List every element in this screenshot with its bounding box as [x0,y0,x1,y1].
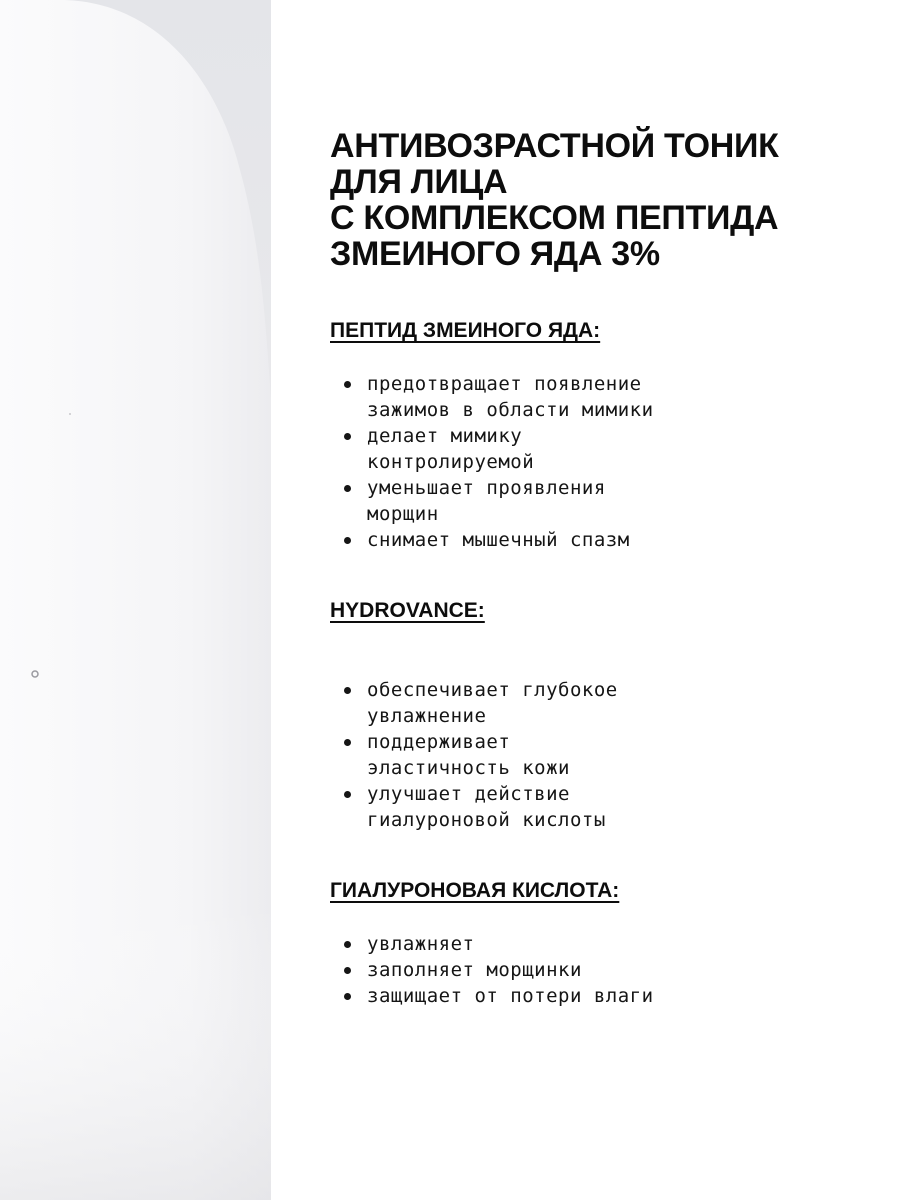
bullet-dot-icon [344,433,351,440]
list-item-line: морщин [367,503,439,525]
list-item-line: зажимов в области мимики [367,399,654,421]
product-title [330,128,870,272]
list-item-line: контролируемой [367,451,535,473]
product-bottle-image [0,0,271,1200]
list-item-line: делает мимику [367,425,523,447]
list-item-line: эластичность кожи [367,757,570,779]
product-photo-panel [0,0,271,1200]
product-title-line: ДЛЯ ЛИЦА [330,163,508,201]
bullet-dot-icon [344,381,351,388]
section-heading-hyaluronic-acid: ГИАЛУРОНОВАЯ КИСЛОТА: [330,879,620,902]
product-title-line: С КОМПЛЕКСОМ ПЕПТИДА [330,199,779,237]
list-item-line: заполняет морщинки [367,959,582,981]
list-item [330,475,870,527]
product-title-line: АНТИВОЗРАСТНОЙ ТОНИК [330,127,779,165]
section-heading-hydrovance: HYDROVANCE: [330,599,485,622]
list-item-line: увлажнение [367,705,487,727]
bullet-list-hyaluronic-acid [330,931,870,1009]
list-item [330,781,870,833]
bullet-dot-icon [344,537,351,544]
list-item-line: поддерживает [367,731,511,753]
list-item-line: улучшает действие [367,783,570,805]
bullet-dot-icon [344,485,351,492]
list-item [330,371,870,423]
list-item [330,729,870,781]
list-item-line: снимает мышечный спазм [367,529,630,551]
list-item [330,527,870,553]
bullet-dot-icon [344,993,351,1000]
list-item [330,983,870,1009]
list-item-line: обеспечивает глубокое [367,679,618,701]
list-item-line: увлажняет [367,933,475,955]
list-item-line: предотвращает появление [367,373,642,395]
bullet-list-hydrovance [330,677,870,833]
bullet-dot-icon [344,967,351,974]
list-item [330,677,870,729]
product-title-line: ЗМЕИНОГО ЯДА 3% [330,235,660,273]
list-item [330,957,870,983]
bullet-dot-icon [344,791,351,798]
section-heading-snake-peptide: ПЕПТИД ЗМЕИНОГО ЯДА: [330,319,601,342]
bullet-dot-icon [344,687,351,694]
bullet-dot-icon [344,739,351,746]
bullet-dot-icon [344,941,351,948]
list-item [330,423,870,475]
list-item [330,931,870,957]
list-item-line: уменьшает проявления [367,477,606,499]
bullet-list-snake-peptide [330,371,870,553]
list-item-line: гиалуроновой кислоты [367,809,606,831]
product-description [330,127,870,1007]
list-item-line: защищает от потери влаги [367,985,654,1007]
